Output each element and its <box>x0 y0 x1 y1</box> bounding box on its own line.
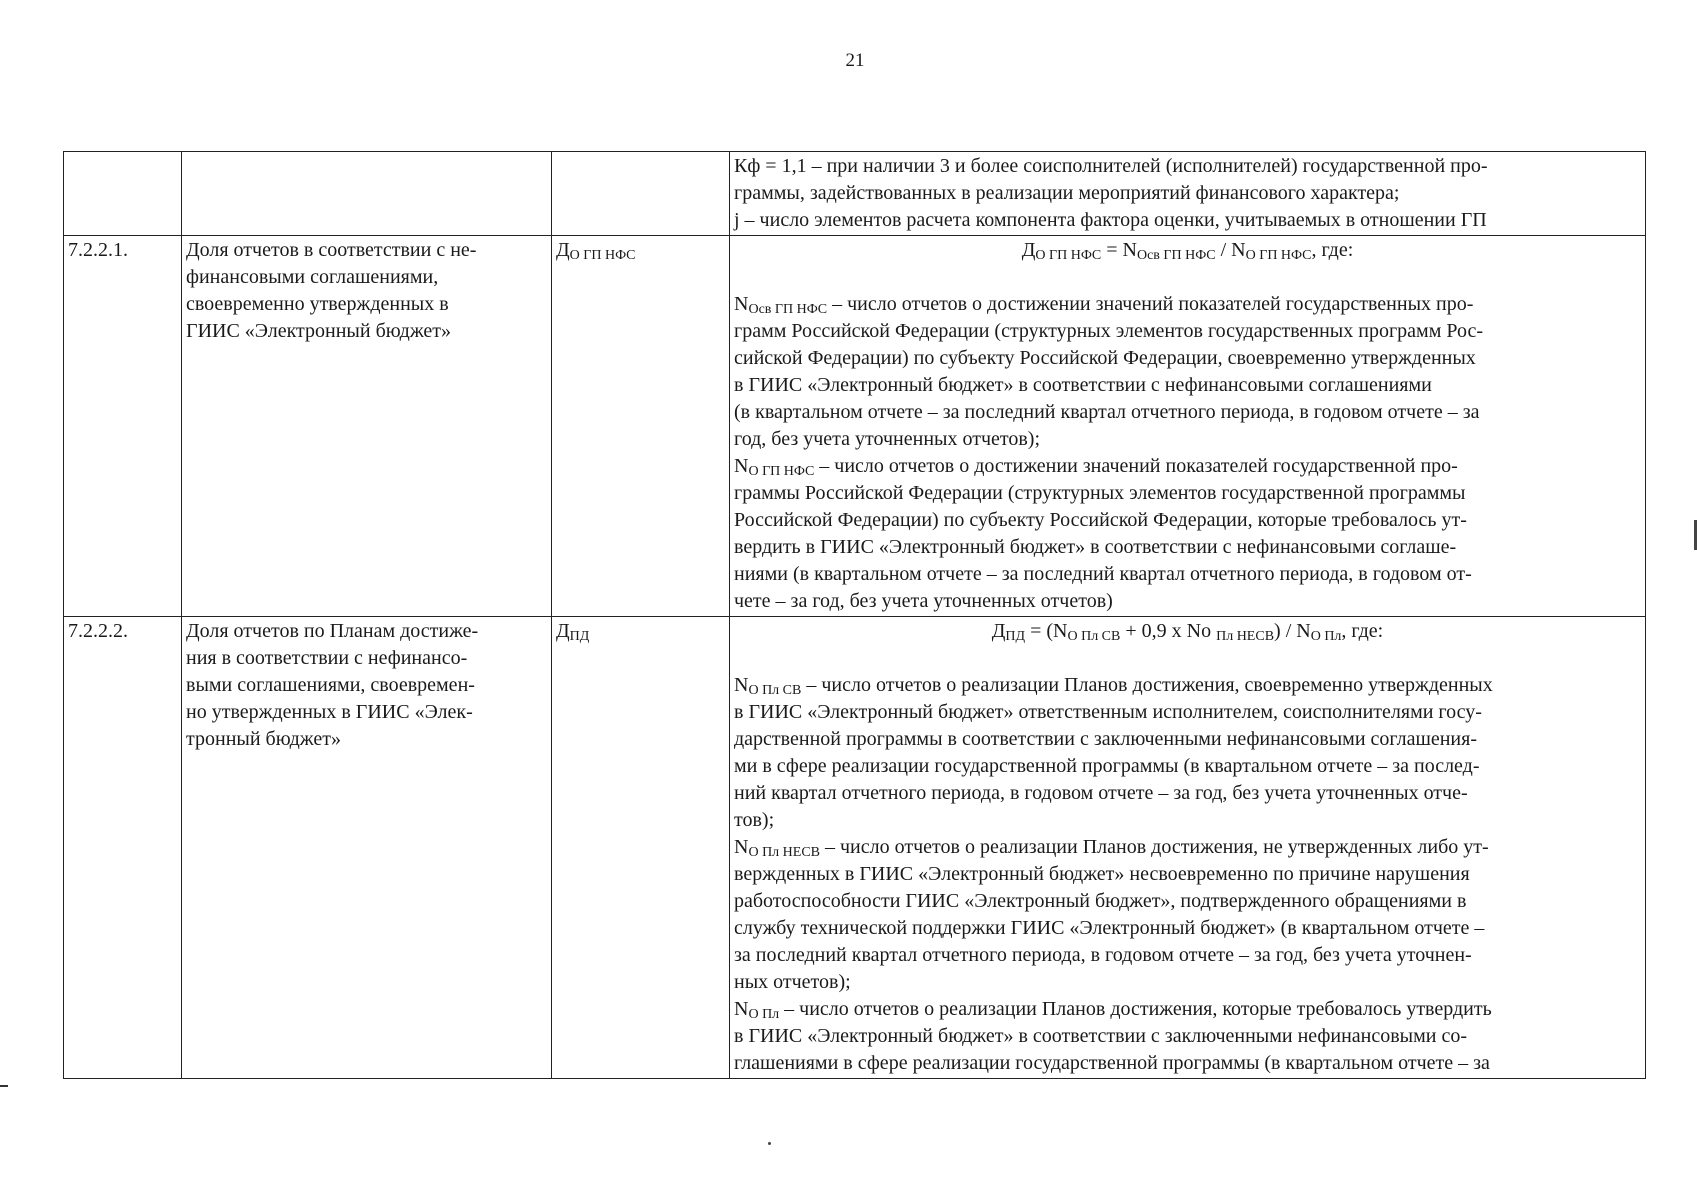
formula-sub: О ГП НФС <box>1245 248 1312 263</box>
def-line: ниями (в квартальном отчете – за последний квартал отчетного периода, в годовом от- <box>734 563 1472 585</box>
symbol-sub: ПД <box>569 629 590 644</box>
formula-sub: Пл НЕСВ <box>1216 629 1275 644</box>
name-line: Доля отчетов в соответствии с не- <box>186 239 477 261</box>
formula-part: , где: <box>1341 620 1384 642</box>
definition <box>734 834 1641 996</box>
def-sub: О Пл <box>748 1007 780 1022</box>
def-line: сийской Федерации) по субъекту Российской Федерации, своевременно утвержденных <box>734 347 1476 369</box>
def-line: вердить в ГИИС «Электронный бюджет» в соответствии с нефинансовыми соглаше- <box>734 536 1457 558</box>
method-cell <box>730 617 1646 1079</box>
def-line: – число отчетов о реализации Планов достижения, которые требовалось утвердить <box>779 998 1492 1020</box>
indicator-name-cell <box>182 152 552 236</box>
name-line: ния в соответствии с нефинансо- <box>186 647 468 669</box>
def-line: (в квартальном отчете – за последний квартал отчетного периода, в годовом отчете – за <box>734 401 1480 423</box>
def-symbol: N <box>734 836 749 858</box>
name-line: Доля отчетов по Планам достиже- <box>186 620 479 642</box>
indicator-symbol-cell <box>552 152 730 236</box>
formula-sub: ПД <box>1005 629 1026 644</box>
def-sub: О ГП НФС <box>748 464 815 479</box>
def-line: Российской Федерации) по субъекту Российской Федерации, которые требовалось ут- <box>734 509 1467 531</box>
def-line: – число отчетов о достижении значений показателей государственных про- <box>827 293 1474 315</box>
def-symbol: N <box>734 455 749 477</box>
def-line: в ГИИС «Электронный бюджет» в соответствии с нефинансовыми соглашениями <box>734 374 1432 396</box>
definition <box>734 291 1641 453</box>
def-line: – число отчетов о реализации Планов достижения, не утвержденных либо ут- <box>820 836 1489 858</box>
definition <box>734 453 1641 615</box>
def-line: граммы Российской Федерации (структурных элементов государственной программы <box>734 482 1466 504</box>
definition <box>734 672 1641 834</box>
def-line: год, без учета уточненных отчетов); <box>734 428 1041 450</box>
formula <box>734 237 1641 264</box>
name-line: финансовыми соглашениями, <box>186 266 439 288</box>
name-line: выми соглашениями, своевремен- <box>186 674 475 696</box>
formula-sub: Осв ГП НФС <box>1136 248 1216 263</box>
row-number-cell: 7.2.2.2. <box>64 617 182 1079</box>
def-line: ми в сфере реализации государственной программы (в квартальном отчете – за послед- <box>734 755 1480 777</box>
indicator-name-cell <box>182 236 552 617</box>
formula-part: / N <box>1215 239 1246 261</box>
def-sub: О Пл СВ <box>748 683 802 698</box>
formula-part: + 0,9 x No <box>1120 620 1217 642</box>
name-line: но утвержденных в ГИИС «Элек- <box>186 701 473 723</box>
symbol-main: Д <box>556 239 570 261</box>
def-line: чете – за год, без учета уточненных отчетов) <box>734 590 1113 612</box>
method-cell <box>730 236 1646 617</box>
symbol-main: Д <box>556 620 570 642</box>
def-line: в ГИИС «Электронный бюджет» ответственным исполнителем, соисполнителями госу- <box>734 701 1482 723</box>
def-sub: О Пл НЕСВ <box>748 845 820 860</box>
name-line: тронный бюджет» <box>186 728 341 750</box>
formula-part: , где: <box>1311 239 1354 261</box>
table-row <box>64 152 1646 236</box>
def-line: грамм Российской Федерации (структурных элементов государственных программ Рос- <box>734 320 1484 342</box>
def-symbol: N <box>734 998 749 1020</box>
symbol-sub: О ГП НФС <box>569 248 636 263</box>
def-line: ных отчетов); <box>734 971 851 993</box>
method-cell <box>730 152 1646 236</box>
formula-part: Д <box>991 620 1006 642</box>
formula-sub: О ГП НФС <box>1035 248 1102 263</box>
def-line: дарственной программы в соответствии с заключенными нефинансовыми соглашения- <box>734 728 1477 750</box>
def-line: за последний квартал отчетного периода, в годовом отчете – за год, без учета уточнен- <box>734 944 1472 966</box>
indicator-name-cell <box>182 617 552 1079</box>
def-line: – число отчетов о реализации Планов достижения, своевременно утвержденных <box>801 674 1493 696</box>
def-line: ний квартал отчетного периода, в годовом отчете – за год, без учета уточненных отче- <box>734 782 1468 804</box>
def-line: тов); <box>734 809 775 831</box>
def-line: в ГИИС «Электронный бюджет» в соответствии с заключенными нефинансовыми со- <box>734 1025 1468 1047</box>
name-line: своевременно утвержденных в <box>186 293 449 315</box>
table-row <box>64 236 1646 617</box>
name-line: ГИИС «Электронный бюджет» <box>186 320 452 342</box>
formula-part: = N <box>1101 239 1137 261</box>
row-number-cell: 7.2.2.1. <box>64 236 182 617</box>
indicator-symbol-cell <box>552 236 730 617</box>
method-line: граммы, задействованных в реализации мероприятий финансового характера; <box>734 182 1400 204</box>
def-symbol: N <box>734 293 749 315</box>
table-row <box>64 617 1646 1079</box>
formula-part: Д <box>1021 239 1036 261</box>
formula <box>734 618 1641 645</box>
formula-sub: О Пл <box>1310 629 1342 644</box>
definition <box>734 996 1641 1077</box>
scan-dot <box>768 1142 771 1145</box>
formula-sub: О Пл СВ <box>1067 629 1121 644</box>
def-line: службу технической поддержки ГИИС «Электронный бюджет» (в квартальном отчете – <box>734 917 1485 939</box>
row-number-cell <box>64 152 182 236</box>
indicator-symbol-cell <box>552 617 730 1079</box>
formula-part: = (N <box>1025 620 1068 642</box>
def-symbol: N <box>734 674 749 696</box>
def-line: – число отчетов о достижении значений показателей государственной про- <box>814 455 1458 477</box>
formula-part: ) / N <box>1274 620 1311 642</box>
indicator-table <box>63 151 1646 1079</box>
def-line: вержденных в ГИИС «Электронный бюджет» несвоевременно по причине нарушения <box>734 863 1470 885</box>
method-line: Кф = 1,1 – при наличии 3 и более соисполнителей (исполнителей) государственной про- <box>734 155 1488 177</box>
scan-mark-left <box>0 1085 8 1087</box>
page-number: 21 <box>845 50 865 71</box>
def-sub: Осв ГП НФС <box>748 302 828 317</box>
def-line: глашениями в сфере реализации государственной программы (в квартальном отчете – за <box>734 1052 1490 1074</box>
def-line: работоспособности ГИИС «Электронный бюджет», подтвержденного обращениями в <box>734 890 1467 912</box>
method-line: j – число элементов расчета компонента фактора оценки, учитываемых в отношении ГП <box>734 209 1487 231</box>
